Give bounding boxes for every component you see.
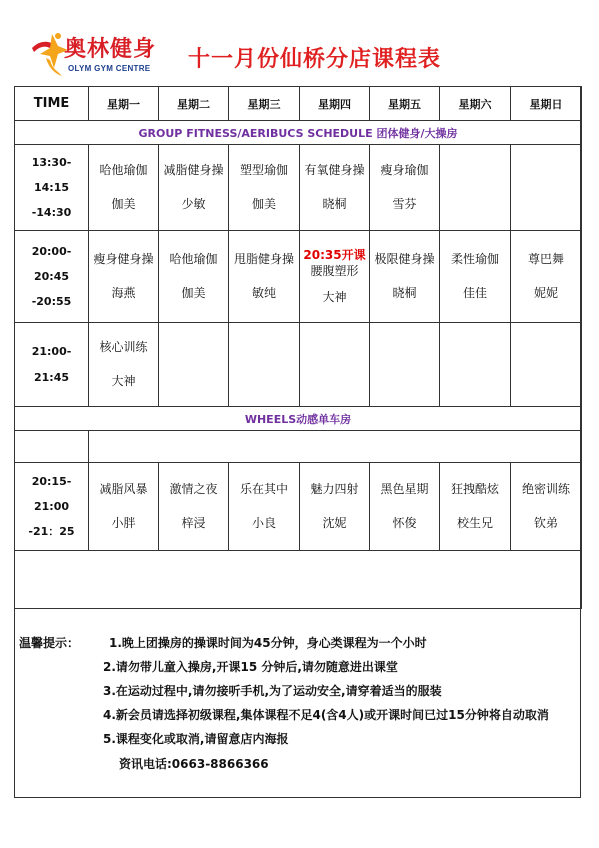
time-cell: [15, 463, 89, 551]
class-name: 哈他瑜伽: [169, 252, 218, 267]
class-name: 魅力四射: [310, 482, 359, 497]
notes-section: [15, 627, 582, 799]
class-cell: [300, 231, 370, 323]
class-name: 甩脂健身操: [233, 252, 294, 267]
class-cell: [511, 231, 582, 323]
column-header-time: TIME: [15, 87, 89, 121]
section-row-wheels: [15, 407, 582, 431]
column-header-sat: 星期六: [440, 87, 511, 121]
column-header-thu: 星期四: [300, 87, 370, 121]
teacher-name: 沈妮: [322, 515, 347, 530]
empty-cell: [511, 145, 582, 231]
table-row: [15, 145, 582, 231]
empty-cell: [229, 323, 300, 407]
section-title-group: GROUP FITNESS/AERIBUCS SCHEDULE 团体健身/大操房: [15, 121, 582, 145]
contact-phone: 资讯电话:0663-8866366: [119, 757, 269, 771]
class-cell: [370, 145, 440, 231]
class-cell: [159, 231, 229, 323]
note-item: 3.在运动过程中,请勿接听手机,为了运动安全,请穿着适当的服装: [103, 684, 442, 698]
time-start: 20:15-21:00: [31, 474, 72, 513]
class-cell: [229, 145, 300, 231]
class-cell: [440, 463, 511, 551]
time-end: -20:55: [31, 295, 72, 309]
time-start: 20:00-20:45: [31, 244, 72, 283]
section-title-wheels: WHEELS动感单车房: [15, 407, 582, 431]
schedule-table: [14, 86, 582, 609]
teacher-name: 校生兄: [456, 515, 493, 530]
time-cell: [15, 323, 89, 407]
teacher-name: 怀俊: [392, 515, 417, 530]
class-cell: [159, 145, 229, 231]
notes-label: 温馨提示：: [19, 636, 80, 650]
class-name: 乐在其中: [239, 482, 288, 497]
teacher-name: 小良: [251, 515, 276, 530]
column-header-tue: 星期二: [159, 87, 229, 121]
section-row-group: [15, 121, 582, 145]
empty-cell: [440, 145, 511, 231]
class-cell: [89, 463, 159, 551]
blank-row: [15, 551, 582, 609]
class-name: 激情之夜: [169, 482, 218, 497]
teacher-name: 海燕: [111, 285, 136, 300]
class-name: 狂拽酷炫: [450, 482, 499, 497]
teacher-name: 晓桐: [322, 196, 347, 211]
class-cell: [300, 145, 370, 231]
note-item: 2.请勿带儿童入操房,开课15 分钟后,请勿随意进出课堂: [103, 660, 398, 674]
note-item: 4.新会员请选择初级课程,集体课程不足4(含4人)或开课时间已过15分钟将自动取消: [103, 708, 549, 722]
header-row: [15, 87, 582, 121]
class-cell: [229, 231, 300, 323]
class-cell: [370, 463, 440, 551]
note-item: 1.晚上团操房的操课时间为45分钟，身心类课程为一个小时: [109, 636, 427, 650]
class-name: 哈他瑜伽: [99, 163, 148, 178]
class-cell: [89, 231, 159, 323]
teacher-name: 梓浸: [181, 515, 206, 530]
teacher-name: 伽美: [181, 285, 206, 300]
teacher-name: 钦弟: [533, 515, 558, 530]
empty-cell: [511, 323, 582, 407]
empty-cell: [300, 323, 370, 407]
time-start: 21:00-21:45: [31, 345, 72, 384]
class-name: 塑型瑜伽: [239, 163, 288, 178]
teacher-name: 少敏: [181, 196, 206, 211]
column-header-mon: 星期一: [89, 87, 159, 121]
empty-cell: [440, 323, 511, 407]
note-item: 5.课程变化或取消,请留意店内海报: [103, 732, 289, 746]
class-cell: [511, 463, 582, 551]
class-cell: [300, 463, 370, 551]
time-cell: [15, 231, 89, 323]
class-cell: [89, 323, 159, 407]
teacher-name: 大神: [111, 373, 136, 388]
class-name: 有氧健身操: [304, 163, 365, 178]
table-row: [15, 323, 582, 407]
time-start: 13:30-14:15: [31, 155, 72, 194]
teacher-name: 伽美: [251, 196, 276, 211]
teacher-name: 佳佳: [462, 285, 487, 300]
teacher-name: 敏纯: [251, 285, 276, 300]
column-header-sun: 星期日: [511, 87, 582, 121]
teacher-name: 晓桐: [392, 285, 417, 300]
time-cell: [15, 145, 89, 231]
page-title: 十一月份仙桥分店课程表: [188, 47, 442, 72]
column-header-wed: 星期三: [229, 87, 300, 121]
teacher-name: 小胖: [111, 515, 136, 530]
blank-row: [15, 431, 582, 463]
class-name: 尊巴舞: [527, 252, 564, 267]
class-name: 极限健身操: [374, 252, 435, 267]
class-cell: [89, 145, 159, 231]
empty-cell: [159, 323, 229, 407]
table-row: [15, 231, 582, 323]
time-end: -21：25: [28, 525, 75, 539]
class-name: 腰腹塑形: [310, 263, 359, 278]
class-name: 柔性瑜伽: [450, 252, 499, 267]
class-cell: [440, 231, 511, 323]
empty-cell: [89, 431, 582, 463]
teacher-name: 妮妮: [533, 285, 558, 300]
teacher-name: 伽美: [111, 196, 136, 211]
class-name: 减脂健身操: [163, 163, 224, 178]
class-name: 瘦身瑜伽: [380, 163, 429, 178]
brand-name-en: OLYM GYM CENTRE: [68, 64, 151, 73]
class-cell: [229, 463, 300, 551]
column-header-fri: 星期五: [370, 87, 440, 121]
class-name: 核心训练: [99, 340, 148, 355]
empty-cell: [15, 551, 582, 609]
class-name: 黑色星期: [380, 482, 429, 497]
class-name: 减脂风暴: [99, 482, 148, 497]
class-name: 瘦身健身操: [93, 252, 154, 267]
class-cell: [370, 231, 440, 323]
teacher-name: 雪芬: [392, 196, 417, 211]
table-row: [15, 463, 582, 551]
time-end: -14:30: [31, 206, 72, 220]
class-name: 绝密训练: [521, 482, 570, 497]
brand-name-cn: 奥林健身: [64, 37, 157, 62]
teacher-name: 大神: [322, 290, 347, 305]
class-cell: [159, 463, 229, 551]
empty-cell: [15, 431, 89, 463]
logo: [28, 28, 178, 80]
schedule-sheet: [14, 86, 581, 798]
class-start-note: 20:35开课: [303, 247, 366, 262]
empty-cell: [370, 323, 440, 407]
header: [28, 28, 588, 84]
